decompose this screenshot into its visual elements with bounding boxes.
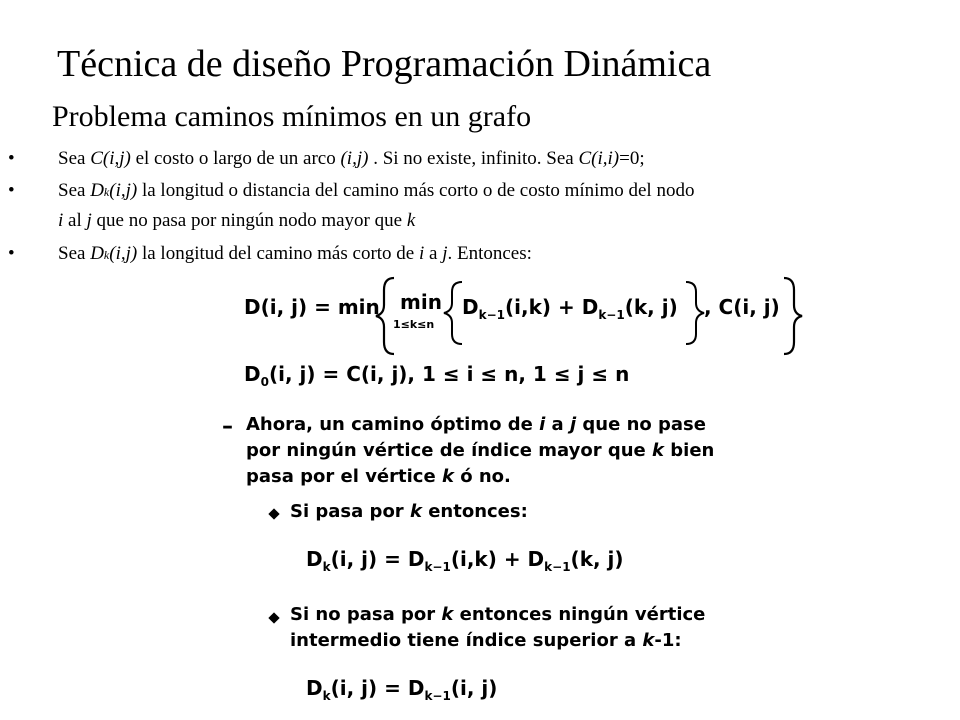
recurrence-tail: , C(i, j) [704,295,780,319]
case-1-text: Si pasa por k entonces: [290,501,528,522]
case-2-equation: $D_k(i$, $j) = D_{k-1}(i$, j) [306,676,498,703]
explanation-line-3: pasa por el vértice k ó no. [246,466,511,487]
recurrence-inner: $D_{k-1}(i,k) + D_{k-1}(k$, j) [462,295,678,322]
dash-marker: – [222,414,233,439]
bullet-2-line2: i al j que no pasa por ningún nodo mayor que k [58,210,416,231]
bullet-marker: • [8,243,15,264]
min-operator: min [400,290,442,314]
slide-title: Técnica de diseño Programación Dinámica [57,43,712,85]
slide-subtitle: Problema caminos mínimos en un grafo [52,100,532,133]
case-2-line-2: intermedio tiene índice superior a k-1: [290,630,682,651]
recurrence-lhs: D(i, j) = min [244,295,380,319]
bullet-marker: • [8,180,15,201]
min-range: 1≤k≤n [393,318,435,331]
case-2-line-1: Si no pasa por k entonces ningún vértice [290,604,706,625]
base-case: $D_0(i$, j) = C(i, j), 1 ≤ i ≤ n, 1 ≤ j ≤ n [244,362,630,389]
bullet-3: Sea Dk(i,j) la longitud del camino más corto de i a j. Entonces: [58,243,532,263]
explanation-line-1: Ahora, un camino óptimo de i a j que no pase [246,414,706,435]
bullet-1: Sea C(i,j) el costo o largo de un arco (i,j) . Si no existe, infinito. Sea C(i,i)=0; [58,148,645,169]
explanation-line-2: por ningún vértice de índice mayor que k bien [246,440,715,461]
bullet-marker: • [8,148,15,169]
case-1-equation: $D_k(i$, $j) = D_{k-1}(i,k) + D_{k-1}(k$, j) [306,547,624,574]
bullet-2: Sea Dk(i,j) la longitud o distancia del camino más corto o de costo mínimo del nodo [58,180,695,201]
